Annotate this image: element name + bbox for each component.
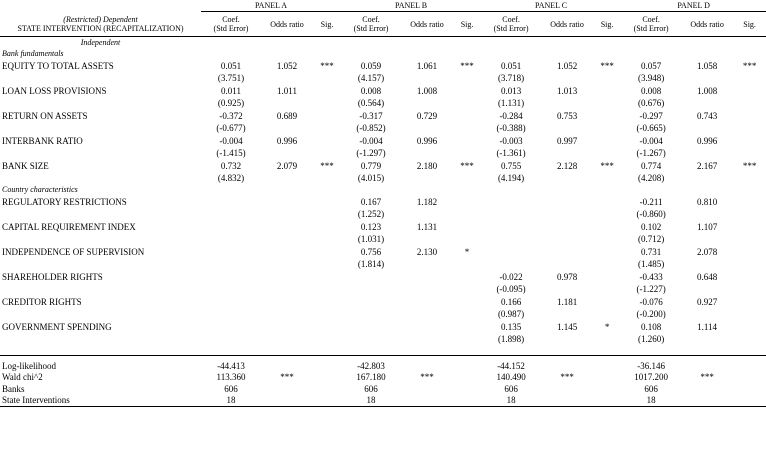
odds-ratio-value [261, 195, 313, 209]
independent-label-row [0, 37, 766, 49]
statistic-value: 606 [364, 383, 378, 394]
std-error-value: (-1.297) [356, 148, 386, 159]
statistic-significance: *** [420, 372, 434, 383]
statistics-row [0, 360, 766, 372]
statistic-value: 18 [341, 395, 401, 407]
std-error-value: (1.898) [497, 334, 525, 345]
coef-value [201, 270, 261, 284]
significance-value [593, 195, 621, 209]
statistic-value: -44.152 [497, 360, 525, 371]
std-error-value: (-0.388) [496, 123, 526, 134]
std-error-value: (3.718) [497, 73, 525, 84]
std-error-value: (-0.665) [636, 123, 666, 134]
odds-ratio-value [261, 220, 313, 234]
odds-ratio-value [261, 295, 313, 309]
odds-ratio-value [541, 245, 593, 259]
variable-label: BANK SIZE [2, 160, 49, 171]
coef-value: -0.022 [499, 271, 523, 282]
significance-value [313, 245, 341, 259]
std-error-value: (-1.267) [636, 148, 666, 159]
std-error-value [201, 209, 261, 221]
panel-b-header: PANEL B [341, 0, 481, 12]
statistic-significance [261, 383, 313, 395]
odds-ratio-value [401, 320, 453, 334]
variable-label: CAPITAL REQUIREMENT INDEX [2, 221, 136, 232]
odds-ratio-value: 1.011 [277, 85, 297, 96]
coef-value: 0.051 [500, 60, 522, 71]
coef-col-header: Coef. (Std Error) [481, 12, 541, 37]
std-error-value: (4.015) [357, 173, 385, 184]
std-error-value: (0.925) [217, 98, 245, 109]
odds-ratio-value: 1.145 [556, 321, 578, 332]
odds-ratio-value: 0.689 [276, 110, 298, 121]
std-error-value: (-0.860) [636, 209, 666, 220]
coef-value: -0.004 [639, 135, 663, 146]
odds-ratio-value: 1.114 [697, 321, 718, 332]
statistic-value: 18 [621, 395, 681, 407]
coef-value [481, 245, 541, 259]
significance-value [733, 195, 766, 209]
coef-value [201, 245, 261, 259]
odds-ratio-value: 0.996 [276, 135, 298, 146]
significance-value [733, 295, 766, 309]
coef-value [341, 270, 401, 284]
significance-value: *** [320, 160, 334, 171]
statistic-value: 140.490 [496, 372, 526, 383]
statistic-significance [681, 360, 733, 372]
statistic-label: Banks [2, 383, 25, 394]
std-error-row [0, 309, 766, 321]
odds-ratio-value: 1.061 [416, 60, 438, 71]
statistic-significance [541, 360, 593, 372]
significance-value [313, 134, 341, 148]
std-error-value: (-0.095) [496, 284, 526, 295]
coef-value: 0.008 [640, 85, 662, 96]
std-error-value: (-0.200) [636, 309, 666, 320]
significance-value [733, 320, 766, 334]
std-error-value [481, 234, 541, 246]
significance-value [313, 270, 341, 284]
coef-value: -0.372 [219, 110, 243, 121]
significance-value: *** [742, 160, 757, 171]
section-label: Country characteristics [2, 185, 78, 194]
significance-value [313, 295, 341, 309]
odds-ratio-value: 1.008 [696, 85, 718, 96]
variable-label: LOAN LOSS PROVISIONS [2, 85, 107, 96]
odds-ratio-value: 0.978 [556, 271, 578, 282]
significance-value: * [604, 321, 610, 332]
coef-value [341, 295, 401, 309]
significance-value [453, 195, 481, 209]
odds-ratio-value: 1.181 [556, 296, 578, 307]
std-error-value: (3.751) [217, 73, 245, 84]
coef-value: 0.057 [640, 60, 662, 71]
coef-value: -0.003 [499, 135, 523, 146]
std-error-value: (3.948) [637, 73, 665, 84]
variable-label: REGULATORY RESTRICTIONS [2, 196, 127, 207]
significance-value [453, 295, 481, 309]
coef-value [201, 295, 261, 309]
section-bank-fundamentals [0, 48, 766, 59]
odds-ratio-value: 2.180 [416, 160, 438, 171]
std-error-value: (-0.852) [356, 123, 386, 134]
std-error-value: (0.676) [637, 98, 665, 109]
std-error-value: (-1.361) [496, 148, 526, 159]
coef-value: 0.051 [220, 60, 242, 71]
odds-ratio-value: 2.079 [276, 160, 298, 171]
std-error-row [0, 73, 766, 85]
sig-col-header: Sig. [313, 12, 341, 37]
coef-value [201, 320, 261, 334]
coef-value: 0.013 [500, 85, 522, 96]
std-error-value [201, 284, 261, 296]
odds-ratio-value: 2.078 [696, 246, 718, 257]
significance-value: *** [742, 60, 757, 71]
coef-value: 0.756 [360, 246, 382, 257]
odds-ratio-value: 0.753 [556, 110, 578, 121]
std-error-value [341, 309, 401, 321]
odds-ratio-value: 0.810 [696, 196, 718, 207]
coef-value [201, 220, 261, 234]
significance-value [733, 134, 766, 148]
significance-value [313, 195, 341, 209]
variable-label: RETURN ON ASSETS [2, 110, 88, 121]
odds-ratio-value: 0.743 [696, 110, 718, 121]
std-error-value: (-1.227) [636, 284, 666, 295]
coef-col-header: Coef. (Std Error) [341, 12, 401, 37]
coef-value: -0.317 [359, 110, 383, 121]
statistic-value: 606 [504, 383, 518, 394]
panel-c-header: PANEL C [481, 0, 621, 12]
odds-ratio-value [261, 320, 313, 334]
column-header-row [0, 12, 766, 37]
odds-ratio-value: 1.052 [276, 60, 298, 71]
panel-d-header: PANEL D [621, 0, 766, 12]
significance-value [593, 84, 621, 98]
statistic-significance: *** [700, 372, 714, 383]
statistic-significance [401, 395, 453, 407]
coef-value: 0.135 [500, 321, 522, 332]
statistic-label: Log-likelihood [2, 360, 56, 371]
significance-value: * [464, 246, 470, 257]
std-error-value: (1.260) [637, 334, 665, 345]
coef-value: -0.076 [639, 296, 663, 307]
odds-ratio-value: 2.130 [416, 246, 438, 257]
coef-value: 0.755 [500, 160, 522, 171]
statistic-label: State Interventions [0, 395, 201, 407]
statistics-row [0, 395, 766, 407]
significance-value [593, 270, 621, 284]
significance-value [313, 109, 341, 123]
coef-value: 0.774 [640, 160, 662, 171]
statistic-value: -42.803 [357, 360, 385, 371]
significance-value [453, 84, 481, 98]
std-error-value [341, 334, 401, 346]
statistic-significance [541, 383, 593, 395]
variable-row [0, 295, 766, 309]
std-error-row [0, 173, 766, 185]
significance-value [733, 84, 766, 98]
std-error-value [201, 259, 261, 271]
significance-value [733, 270, 766, 284]
coef-value [481, 195, 541, 209]
significance-value [313, 320, 341, 334]
significance-value [733, 245, 766, 259]
odds-ratio-value: 0.996 [696, 135, 718, 146]
dependent-variable-label: (Restricted) Dependent STATE INTERVENTION (RECAPITALIZATION) [0, 12, 201, 37]
coef-value [481, 220, 541, 234]
odds-ratio-value: 1.058 [696, 60, 718, 71]
std-error-row [0, 209, 766, 221]
odds-col-header: Odds ratio [541, 12, 593, 37]
std-error-row [0, 259, 766, 271]
coef-value: -0.297 [639, 110, 663, 121]
panel-header-row [0, 0, 766, 12]
statistic-significance [681, 383, 733, 395]
variable-row [0, 220, 766, 234]
separator-row [0, 345, 766, 356]
std-error-value [481, 209, 541, 221]
coef-value [341, 320, 401, 334]
coef-value: 0.108 [640, 321, 662, 332]
odds-ratio-value: 1.182 [416, 196, 438, 207]
statistic-value: -36.146 [637, 360, 665, 371]
significance-value [453, 220, 481, 234]
coef-value: -0.284 [499, 110, 523, 121]
panel-a-header: PANEL A [201, 0, 341, 12]
std-error-value: (0.987) [497, 309, 525, 320]
std-error-row [0, 234, 766, 246]
statistic-value: 606 [224, 383, 238, 394]
variable-label: GOVERNMENT SPENDING [2, 321, 112, 332]
std-error-value [201, 234, 261, 246]
coef-value: 0.166 [500, 296, 522, 307]
std-error-value: (-0.677) [216, 123, 246, 134]
coef-value: 0.102 [640, 221, 662, 232]
significance-value: *** [320, 60, 334, 71]
significance-value [313, 84, 341, 98]
std-error-value: (4.208) [637, 173, 665, 184]
std-error-value [201, 334, 261, 346]
significance-value: *** [600, 60, 614, 71]
coef-col-header: Coef. (Std Error) [621, 12, 681, 37]
coef-value: -0.433 [639, 271, 663, 282]
coef-value: -0.211 [639, 196, 663, 207]
odds-ratio-value: 0.997 [556, 135, 578, 146]
odds-col-header: Odds ratio [681, 12, 733, 37]
odds-ratio-value [261, 270, 313, 284]
coef-value: -0.004 [359, 135, 383, 146]
std-error-value: (0.712) [637, 234, 665, 245]
odds-ratio-value [541, 220, 593, 234]
significance-value [593, 245, 621, 259]
coef-value: 0.011 [221, 85, 241, 96]
variable-row [0, 270, 766, 284]
std-error-value: (0.564) [357, 98, 385, 109]
odds-ratio-value [541, 195, 593, 209]
std-error-value [341, 284, 401, 296]
statistics-row [0, 383, 766, 395]
std-error-row [0, 98, 766, 110]
sig-col-header: Sig. [733, 12, 766, 37]
odds-ratio-value: 0.648 [696, 271, 718, 282]
odds-ratio-value [401, 295, 453, 309]
variable-row [0, 320, 766, 334]
variable-row [0, 109, 766, 123]
significance-value [453, 134, 481, 148]
sig-col-header: Sig. [453, 12, 481, 37]
std-error-value [201, 309, 261, 321]
variable-row [0, 159, 766, 173]
std-error-value: (1.131) [497, 98, 525, 109]
std-error-value: (1.031) [357, 234, 385, 245]
variable-row [0, 245, 766, 259]
statistic-significance [261, 395, 313, 407]
variable-label: INTERBANK RATIO [2, 135, 83, 146]
std-error-value [481, 259, 541, 271]
std-error-value: (-1.415) [216, 148, 246, 159]
coef-value: 0.731 [640, 246, 662, 257]
coef-value: -0.004 [219, 135, 243, 146]
significance-value [593, 134, 621, 148]
odds-ratio-value: 2.128 [556, 160, 578, 171]
coef-value: 0.008 [360, 85, 382, 96]
significance-value: *** [600, 160, 614, 171]
sig-col-header: Sig. [593, 12, 621, 37]
statistic-value: -44.413 [217, 360, 245, 371]
odds-ratio-value: 0.996 [416, 135, 438, 146]
statistic-value: 18 [481, 395, 541, 407]
odds-ratio-value: 1.008 [416, 85, 438, 96]
significance-value [453, 270, 481, 284]
significance-value [593, 220, 621, 234]
coef-value: 0.059 [360, 60, 382, 71]
std-error-value: (1.814) [357, 259, 385, 270]
statistics-row [0, 372, 766, 384]
std-error-row [0, 284, 766, 296]
std-error-value: (4.194) [497, 173, 525, 184]
odds-ratio-value: 0.729 [416, 110, 438, 121]
independent-label: Independent [80, 38, 121, 47]
significance-value [733, 220, 766, 234]
odds-col-header: Odds ratio [401, 12, 453, 37]
statistic-label: Wald chi^2 [2, 372, 43, 383]
coef-value [201, 195, 261, 209]
coef-value: 0.123 [360, 221, 382, 232]
std-error-value: (4.832) [217, 173, 245, 184]
significance-value [593, 295, 621, 309]
statistic-value: 1017.200 [634, 372, 668, 383]
significance-value: *** [460, 60, 474, 71]
odds-ratio-value: 1.052 [556, 60, 578, 71]
odds-col-header: Odds ratio [261, 12, 313, 37]
significance-value [313, 220, 341, 234]
coef-col-header: Coef. (Std Error) [201, 12, 261, 37]
section-country-characteristics [0, 184, 766, 195]
odds-ratio-value: 0.927 [696, 296, 718, 307]
significance-value [593, 109, 621, 123]
variable-label: CREDITOR RIGHTS [2, 296, 82, 307]
std-error-row [0, 148, 766, 160]
odds-ratio-value [401, 270, 453, 284]
coef-value: 0.732 [220, 160, 242, 171]
statistic-value: 606 [644, 383, 658, 394]
significance-value: *** [460, 160, 474, 171]
significance-value [453, 320, 481, 334]
section-label: Bank fundamentals [2, 49, 64, 58]
odds-ratio-value [261, 245, 313, 259]
std-error-row [0, 123, 766, 135]
variable-row [0, 134, 766, 148]
std-error-value: (4.157) [357, 73, 385, 84]
statistic-significance [261, 360, 313, 372]
odds-ratio-value: 2.167 [696, 160, 718, 171]
odds-ratio-value: 1.131 [416, 221, 438, 232]
odds-ratio-value: 1.013 [556, 85, 578, 96]
statistic-value: 167.180 [356, 372, 386, 383]
statistic-significance [681, 395, 733, 407]
statistic-significance: *** [560, 372, 574, 383]
statistic-value: 113.360 [216, 372, 246, 383]
coef-value: 0.167 [360, 196, 382, 207]
statistic-significance [541, 395, 593, 407]
variable-row [0, 59, 766, 73]
coef-value: 0.779 [360, 160, 382, 171]
significance-value [453, 109, 481, 123]
variable-label: INDEPENDENCE OF SUPERVISION [2, 246, 145, 257]
variable-row [0, 195, 766, 209]
variable-row [0, 84, 766, 98]
statistic-significance [401, 383, 453, 395]
std-error-value: (1.485) [637, 259, 665, 270]
variable-label: EQUITY TO TOTAL ASSETS [2, 60, 114, 71]
statistic-significance: *** [280, 372, 294, 383]
std-error-row [0, 334, 766, 346]
statistic-value: 18 [201, 395, 261, 407]
variable-label: SHAREHOLDER RIGHTS [2, 271, 103, 282]
statistic-significance [401, 360, 453, 372]
odds-ratio-value: 1.107 [696, 221, 718, 232]
std-error-value: (1.252) [357, 209, 385, 220]
significance-value [733, 109, 766, 123]
